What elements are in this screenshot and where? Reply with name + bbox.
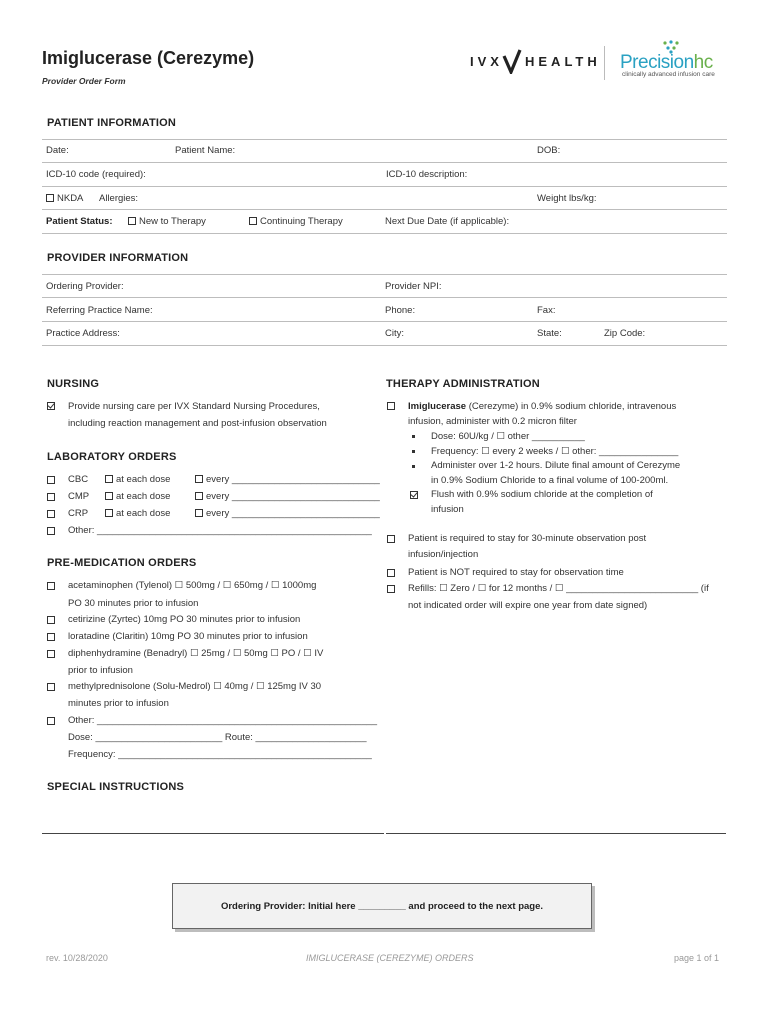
- footer-title: IMIGLUCERASE (CEREZYME) ORDERS: [306, 953, 474, 963]
- premed-dose-route-field[interactable]: Dose: ________________________ Route: _____________________: [68, 732, 367, 743]
- dob-field[interactable]: DOB:: [537, 145, 561, 156]
- observation-not-required-checkbox[interactable]: [387, 569, 395, 577]
- premed-item-line: minutes prior to infusion: [68, 698, 169, 709]
- premed-item-line: loratadine (Claritin) 10mg PO 30 minutes prior to infusion: [68, 631, 308, 642]
- checkbox-icon[interactable]: [195, 492, 203, 500]
- precisionhc-logo: [620, 40, 740, 84]
- checkbox-icon[interactable]: [195, 475, 203, 483]
- nursing-line-2: including reaction management and post-infusion observation: [68, 418, 327, 429]
- allergies-field[interactable]: Allergies:: [99, 193, 139, 204]
- ivx-health-logo: [470, 48, 601, 76]
- checkbox-icon[interactable]: [105, 475, 113, 483]
- lab-every-option[interactable]: every ____________________________: [195, 505, 380, 522]
- icd-description-field[interactable]: ICD-10 description:: [386, 169, 468, 180]
- divider: [42, 162, 727, 163]
- patient-name-field[interactable]: Patient Name:: [175, 145, 236, 156]
- divider: [42, 321, 727, 322]
- logo-tagline: clinically advanced infusion care: [622, 71, 715, 78]
- city-field[interactable]: City:: [385, 328, 404, 339]
- therapy-flush-checkbox[interactable]: [410, 491, 418, 499]
- practice-address-field[interactable]: Practice Address:: [46, 328, 120, 339]
- nursing-line-1: Provide nursing care per IVX Standard Nursing Procedures,: [68, 401, 320, 412]
- status-continuing-checkbox[interactable]: Continuing Therapy: [249, 216, 343, 227]
- patient-info-heading: PATIENT INFORMATION: [47, 117, 177, 129]
- lab-test-name: CRP: [68, 508, 89, 519]
- lab-each-dose-option[interactable]: at each dose: [105, 471, 170, 488]
- therapy-filter-line: infusion, administer with 0.2 micron filter: [408, 416, 577, 427]
- therapy-flush-line-1: Flush with 0.9% sodium chloride at the completion of: [431, 489, 653, 500]
- lab-cbc-checkbox[interactable]: [47, 476, 55, 484]
- refills-line-2: not indicated order will expire one year from date signed): [408, 600, 648, 611]
- premed-item-line: PO 30 minutes prior to infusion: [68, 598, 199, 609]
- observation-line-1: Patient is required to stay for 30-minute observation post: [408, 533, 647, 544]
- lab-each-dose-option[interactable]: at each dose: [105, 488, 170, 505]
- weight-field[interactable]: Weight lbs/kg:: [537, 193, 597, 204]
- premed-item-line: methylprednisolone (Solu-Medrol) ☐ 40mg / ☐ 125mg IV 30: [68, 681, 322, 692]
- therapy-dose-line[interactable]: Dose: 60U/kg / ☐ other __________: [431, 431, 585, 442]
- initial-box[interactable]: [172, 883, 592, 929]
- checkbox-icon[interactable]: [46, 194, 54, 202]
- divider: [42, 297, 727, 298]
- special-instructions-line[interactable]: [386, 833, 726, 834]
- date-field[interactable]: Date:: [46, 145, 69, 156]
- lab-other-field[interactable]: Other: ____________________________________________________: [68, 525, 372, 536]
- premed-item-line: prior to infusion: [68, 665, 133, 676]
- premed-frequency-field[interactable]: Frequency: ________________________________________________: [68, 749, 372, 760]
- refills-checkbox[interactable]: [387, 585, 395, 593]
- status-new-checkbox[interactable]: New to Therapy: [128, 216, 206, 227]
- therapy-administer-line-1: Administer over 1-2 hours. Dilute final amount of Cerezyme: [431, 460, 681, 471]
- patient-status-label: Patient Status:: [46, 216, 113, 227]
- therapy-flush-line-2: infusion: [431, 504, 464, 515]
- observation-required-checkbox[interactable]: [387, 535, 395, 543]
- premed-loratadine-checkbox[interactable]: [47, 633, 55, 641]
- lab-every-option[interactable]: every ____________________________: [195, 488, 380, 505]
- lab-orders-heading: LABORATORY ORDERS: [47, 451, 177, 463]
- premed-acetaminophen-checkbox[interactable]: [47, 582, 55, 590]
- therapy-frequency-line[interactable]: Frequency: ☐ every 2 weeks / ☐ other: _______________: [431, 446, 679, 457]
- no-observation-line: Patient is NOT required to stay for observation time: [408, 567, 624, 578]
- bullet-icon: [412, 465, 415, 468]
- ordering-provider-field[interactable]: Ordering Provider:: [46, 281, 124, 292]
- divider: [42, 233, 727, 234]
- lab-other-checkbox[interactable]: [47, 527, 55, 535]
- lab-every-option[interactable]: every ____________________________: [195, 471, 380, 488]
- premed-methylprednisolone-checkbox[interactable]: [47, 683, 55, 691]
- zip-code-field[interactable]: Zip Code:: [604, 328, 646, 339]
- divider: [42, 274, 727, 275]
- logo-divider: [604, 46, 605, 80]
- checkbox-icon[interactable]: [249, 217, 257, 225]
- bullet-icon: [412, 435, 415, 438]
- form-title: Imiglucerase (Cerezyme): [42, 48, 255, 68]
- premed-cetirizine-checkbox[interactable]: [47, 616, 55, 624]
- lab-test-name: CBC: [68, 474, 89, 485]
- lab-test-name: CMP: [68, 491, 90, 502]
- divider: [42, 139, 727, 140]
- provider-npi-field[interactable]: Provider NPI:: [385, 281, 442, 292]
- observation-line-2: infusion/injection: [408, 549, 479, 560]
- special-instructions-heading: SPECIAL INSTRUCTIONS: [47, 781, 185, 793]
- lab-each-dose-option[interactable]: at each dose: [105, 505, 170, 522]
- bullet-icon: [412, 450, 415, 453]
- refills-line-1[interactable]: Refills: ☐ Zero / ☐ for 12 months / ☐ _________________________ (if: [408, 583, 709, 594]
- provider-info-heading: PROVIDER INFORMATION: [47, 252, 189, 264]
- fax-field[interactable]: Fax:: [537, 305, 556, 316]
- premed-diphenhydramine-checkbox[interactable]: [47, 650, 55, 658]
- form-subtitle: Provider Order Form: [42, 76, 126, 86]
- premed-item-line: acetaminophen (Tylenol) ☐ 500mg / ☐ 650mg / ☐ 1000mg: [68, 580, 317, 591]
- divider: [42, 186, 727, 187]
- icd-code-field[interactable]: ICD-10 code (required):: [46, 169, 146, 180]
- premed-item-line: diphenhydramine (Benadryl) ☐ 25mg / ☐ 50mg ☐ PO / ☐ IV: [68, 648, 324, 659]
- state-field[interactable]: State:: [537, 328, 562, 339]
- logo-precision-text: Precisionhc: [620, 52, 713, 73]
- checkbox-icon[interactable]: [128, 217, 136, 225]
- checkbox-icon[interactable]: [195, 509, 203, 517]
- page-number: page 1 of 1: [674, 953, 720, 963]
- nkda-checkbox[interactable]: NKDA: [46, 193, 83, 204]
- next-due-date-field[interactable]: Next Due Date (if applicable):: [385, 216, 510, 227]
- premed-item-line: cetirizine (Zyrtec) 10mg PO 30 minutes prior to infusion: [68, 614, 301, 625]
- checkbox-icon[interactable]: [105, 492, 113, 500]
- revision-date: rev. 10/28/2020: [46, 953, 108, 963]
- therapy-imiglucerase-checkbox[interactable]: [387, 402, 395, 410]
- divider: [42, 209, 727, 210]
- therapy-drug-line: Imiglucerase (Cerezyme) in 0.9% sodium chloride, intravenous: [408, 401, 677, 412]
- lab-cmp-checkbox[interactable]: [47, 493, 55, 501]
- phone-field[interactable]: Phone:: [385, 305, 416, 316]
- divider: [42, 345, 727, 346]
- therapy-administer-line-2: in 0.9% Sodium Chloride to a final volume of 100-200ml.: [431, 475, 669, 486]
- lab-crp-checkbox[interactable]: [47, 510, 55, 518]
- logo-ivx-text: IVX: [470, 54, 503, 69]
- initial-instruction: Ordering Provider: Initial here _________ and proceed to the next page.: [220, 901, 544, 912]
- referring-practice-field[interactable]: Referring Practice Name:: [46, 305, 153, 316]
- therapy-heading: THERAPY ADMINISTRATION: [386, 378, 540, 390]
- special-instructions-line[interactable]: [42, 833, 384, 834]
- nursing-heading: NURSING: [47, 378, 100, 390]
- checkmark-icon: [502, 48, 522, 74]
- checkbox-icon[interactable]: [105, 509, 113, 517]
- premed-other-field[interactable]: Other: _____________________________________________________: [68, 715, 378, 726]
- premed-heading: PRE-MEDICATION ORDERS: [47, 557, 197, 569]
- nursing-checkbox[interactable]: [47, 402, 55, 410]
- premed-other-checkbox[interactable]: [47, 717, 55, 725]
- logo-health-text: HEALTH: [525, 54, 601, 69]
